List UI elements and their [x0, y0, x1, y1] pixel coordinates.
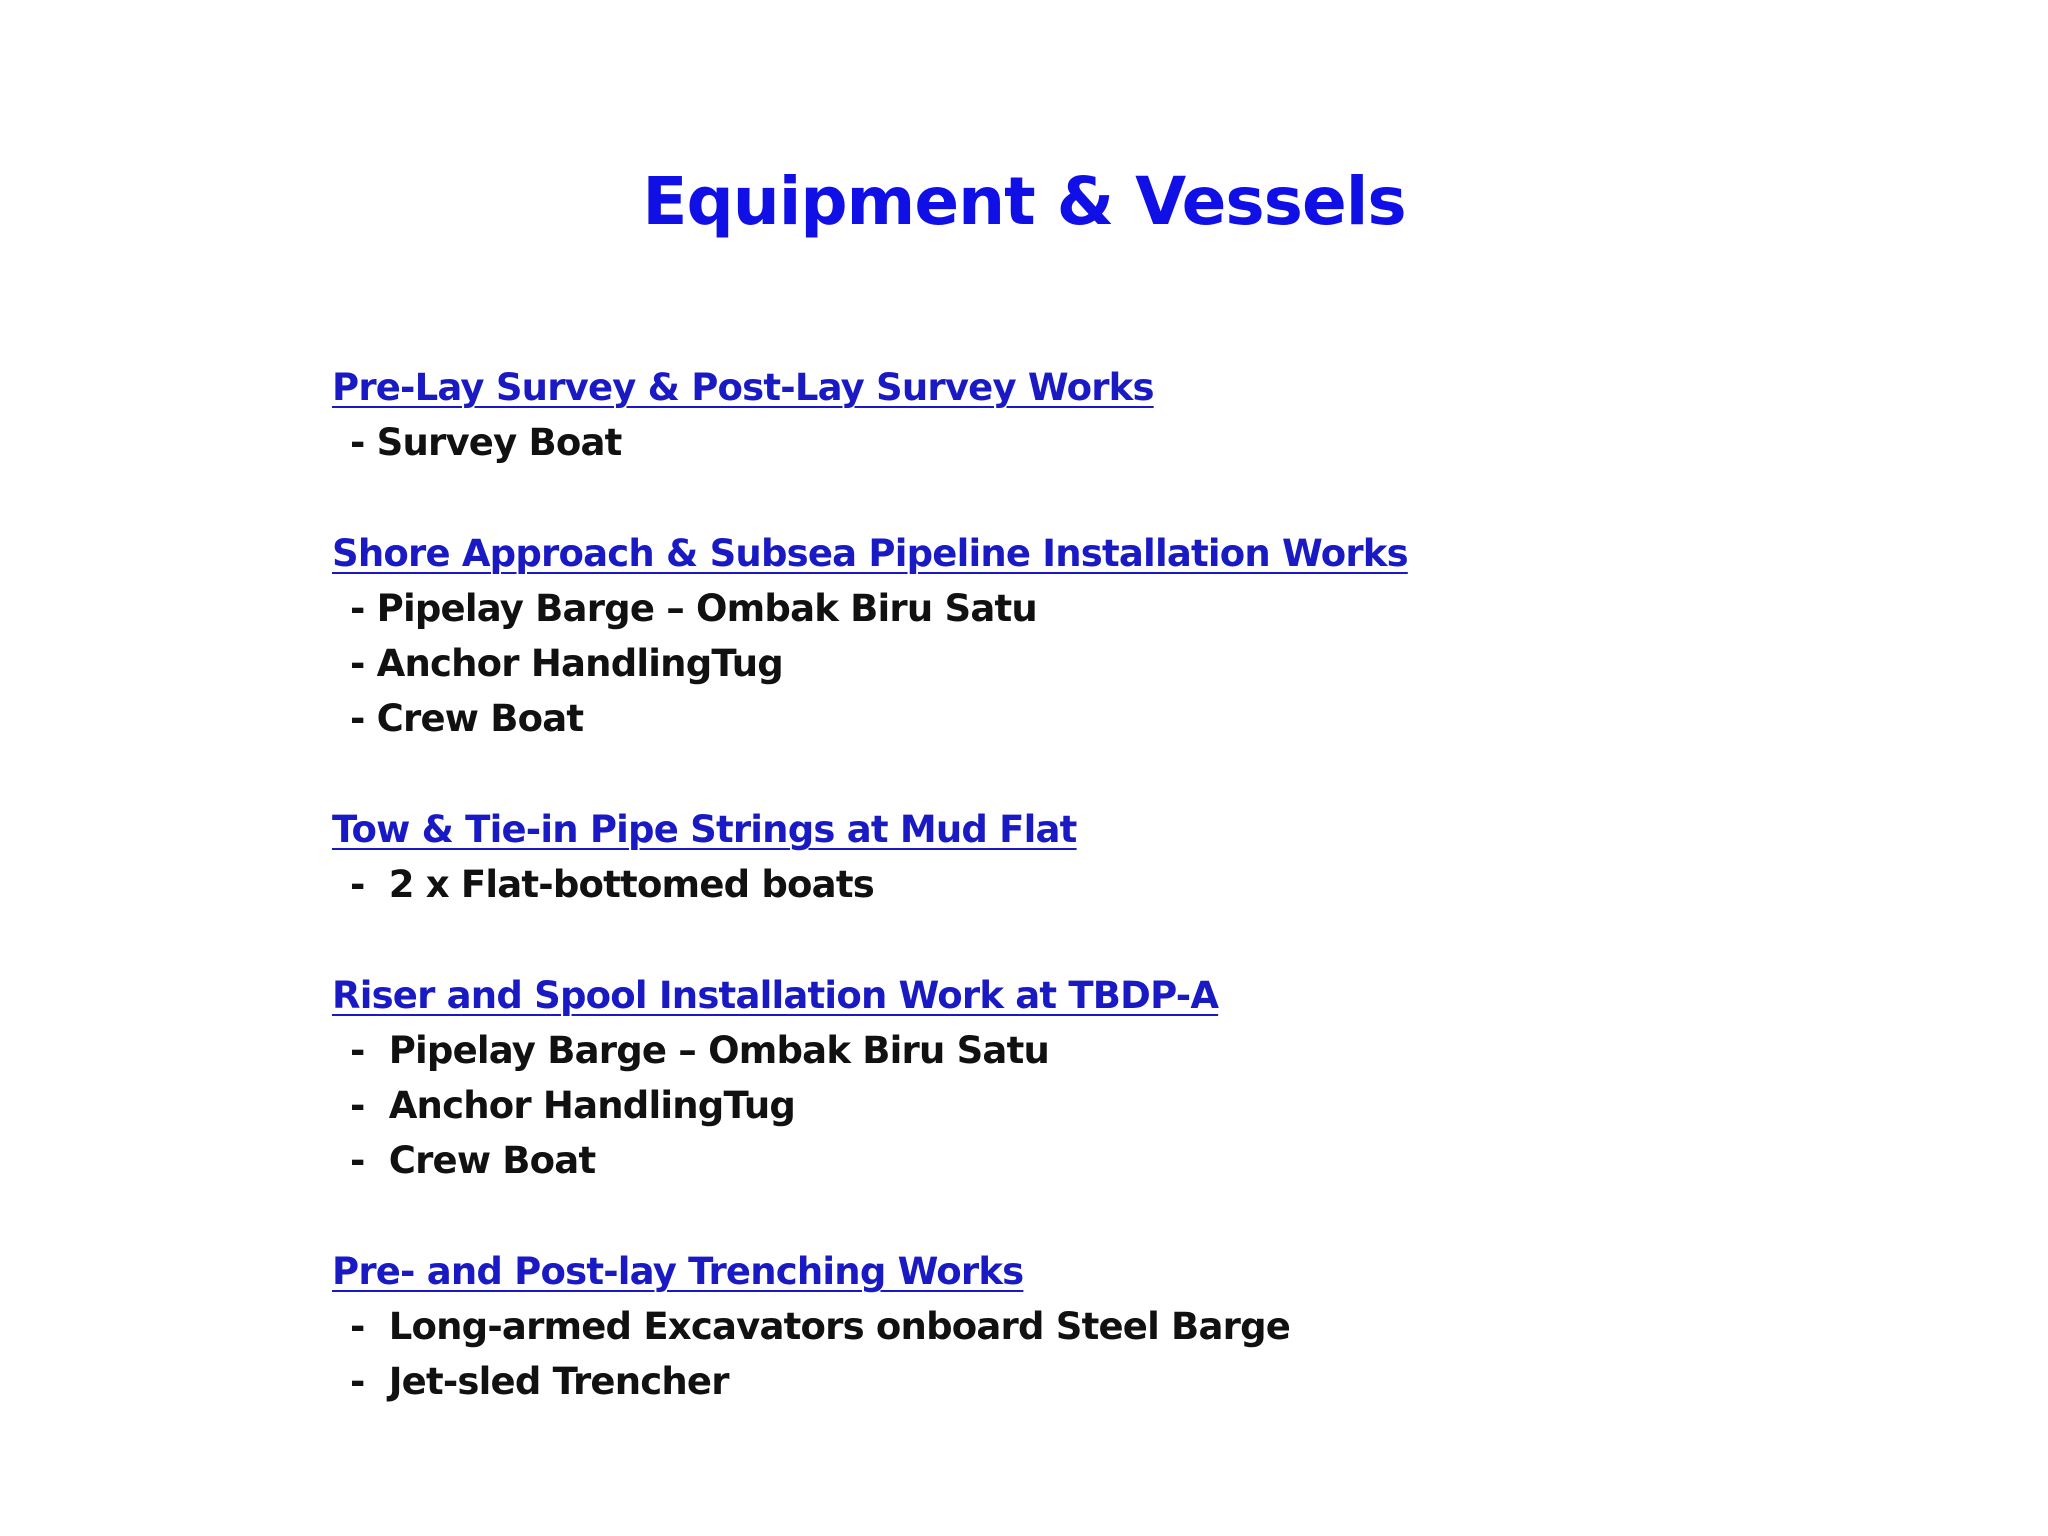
section-heading-link[interactable]: Pre- and Post-lay Trenching Works — [332, 1250, 1024, 1293]
section-heading-link[interactable]: Riser and Spool Installation Work at TBDP-A — [332, 974, 1219, 1017]
list-item: - Long-armed Excavators onboard Steel Barge — [350, 1305, 1291, 1348]
list-item: - Pipelay Barge – Ombak Biru Satu — [350, 1029, 1050, 1072]
list-item: - Survey Boat — [350, 421, 622, 464]
list-item: - Jet-sled Trencher — [350, 1360, 729, 1403]
section-heading-link[interactable]: Shore Approach & Subsea Pipeline Installation Works — [332, 532, 1408, 575]
section-shore-approach — [332, 526, 1832, 746]
section-survey — [332, 360, 1832, 470]
section-heading-link[interactable]: Pre-Lay Survey & Post-Lay Survey Works — [332, 366, 1154, 409]
list-item: - Crew Boat — [350, 1139, 596, 1182]
list-item: - 2 x Flat-bottomed boats — [350, 863, 874, 906]
section-tow-tie-in — [332, 802, 1832, 912]
list-item: - Pipelay Barge – Ombak Biru Satu — [350, 587, 1037, 630]
slide-content — [332, 360, 1832, 1465]
list-item: - Anchor HandlingTug — [350, 1084, 796, 1127]
list-item: - Anchor HandlingTug — [350, 642, 783, 685]
section-heading-link[interactable]: Tow & Tie-in Pipe Strings at Mud Flat — [332, 808, 1077, 851]
slide-title: Equipment & Vessels — [642, 163, 1406, 240]
section-trenching — [332, 1244, 1832, 1409]
list-item: - Crew Boat — [350, 697, 584, 740]
section-riser-spool — [332, 968, 1832, 1188]
